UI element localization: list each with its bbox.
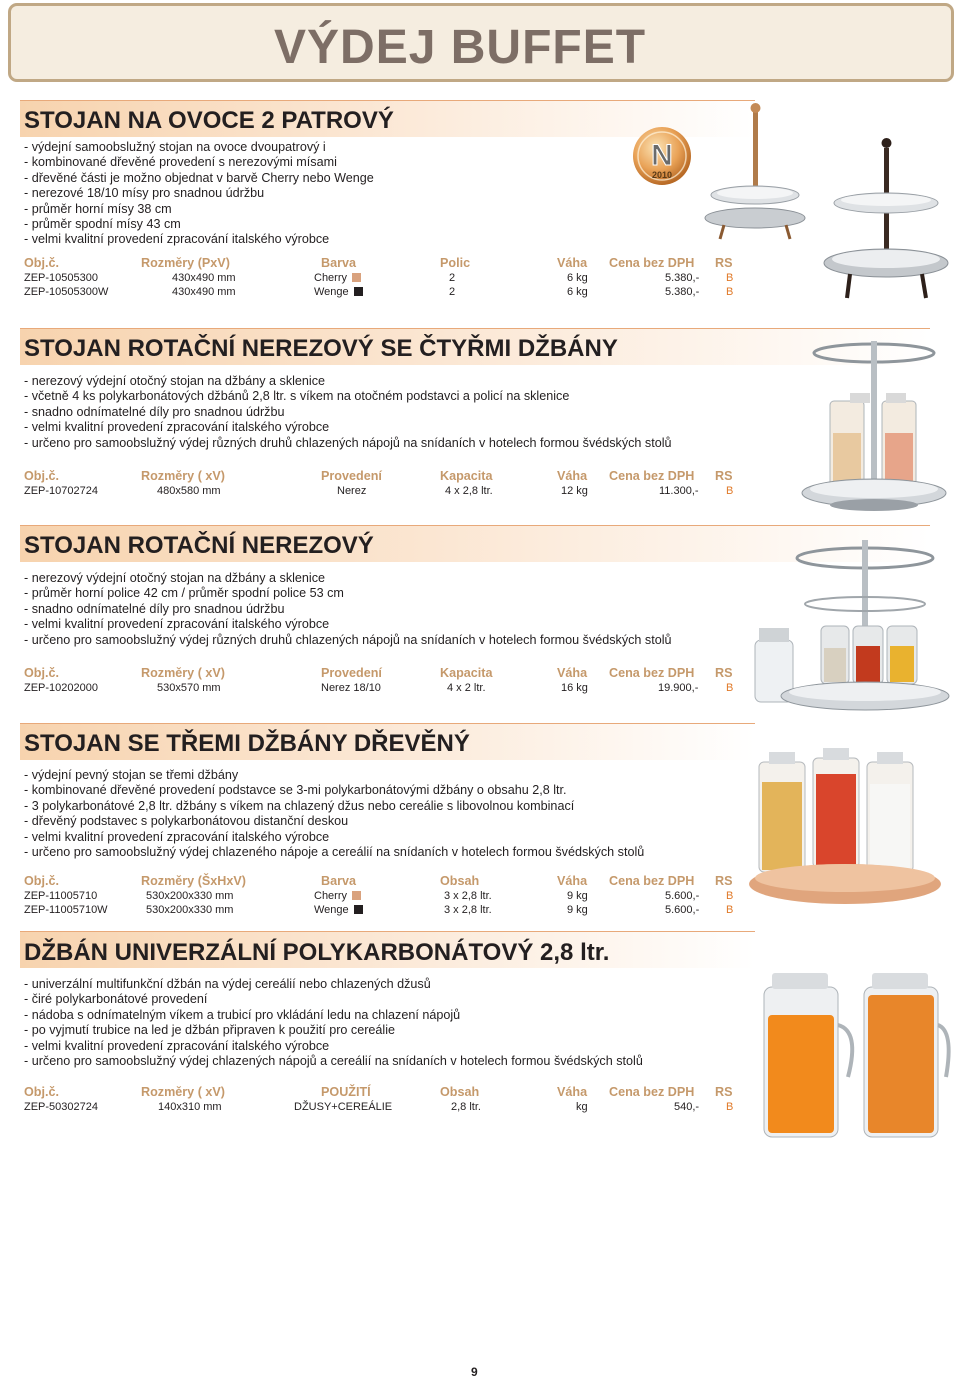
desc-line: - výdejní pevný stojan se třemi džbány xyxy=(24,768,239,782)
desc-line: - kombinované dřevěné provedení podstavce se 3-mi polykarbonátovými džbány o obsahu 2,8 ltr. xyxy=(24,783,567,798)
col-header-weight: Váha xyxy=(557,256,588,270)
cherry-swatch-icon xyxy=(352,273,361,282)
cell-dimensions: 430x490 mm xyxy=(172,286,236,298)
section-description xyxy=(24,374,672,451)
desc-line: - dřevěný podstavec s polykarbonátovou distanční deskou xyxy=(24,814,349,829)
desc-line: - 3 polykarbonátové 2,8 ltr. džbány s víkem na chlazený džus nebo cereálie s libovolnou kombinací xyxy=(24,798,575,813)
col-header-dimensions: Rozměry ( xV) xyxy=(141,469,225,483)
cell-dimensions: 530x200x330 mm xyxy=(146,904,234,916)
cell-volume: 2,8 ltr. xyxy=(451,1101,481,1113)
color-label: Cherry xyxy=(314,890,348,902)
desc-line: - určeno pro samoobslužný výdej chlazených nápojů a cereálií na snídaních v hotelech formou švédských stolů xyxy=(24,1054,643,1069)
cell-shelves: 2 xyxy=(449,272,456,284)
col-header-weight: Váha xyxy=(557,666,588,680)
badge-letter: N xyxy=(651,139,673,172)
cell-rs: B xyxy=(726,682,734,694)
cell-rs: B xyxy=(726,485,734,497)
col-header-weight: Váha xyxy=(557,469,588,483)
desc-line: - velmi kvalitní provedení zpracování italského výrobce xyxy=(24,1038,330,1053)
page-number: 9 xyxy=(471,1365,478,1379)
cell-color xyxy=(314,272,361,284)
color-label: Wenge xyxy=(314,904,349,916)
cell-usage: DŽUSY+CEREÁLIE xyxy=(294,1101,393,1113)
cell-weight: kg xyxy=(576,1101,588,1113)
section-description xyxy=(24,140,374,248)
cell-dimensions: 430x490 mm xyxy=(172,272,236,284)
cell-weight: 9 kg xyxy=(567,904,588,916)
desc-line: - snadno odnímatelné díly pro snadnou údržbu xyxy=(24,601,285,616)
section-title: STOJAN ROTAČNÍ NEREZOVÝ xyxy=(24,532,374,559)
cell-price: 540,- xyxy=(674,1101,700,1113)
cell-dimensions: 140x310 mm xyxy=(158,1101,222,1113)
cell-finish: Nerez xyxy=(337,485,367,497)
page-title: VÝDEJ BUFFET xyxy=(274,21,647,74)
cell-code: ZEP-10505300 xyxy=(24,272,98,284)
section-title: STOJAN ROTAČNÍ NEREZOVÝ SE ČTYŘMI DŽBÁNY xyxy=(24,335,618,362)
desc-line: - nádoba s odnímatelným víkem a trubicí pro vkládání ledu na chlazení nápojů xyxy=(24,1007,461,1022)
badge-year: 2010 xyxy=(651,170,673,180)
desc-line: - nerezový výdejní otočný stojan na džbány a sklenice xyxy=(24,571,326,585)
col-header-capacity: Kapacita xyxy=(440,666,493,680)
section-title: DŽBÁN UNIVERZÁLNÍ POLYKARBONÁTOVÝ 2,8 ltr. xyxy=(24,939,610,966)
desc-line: - nerezový výdejní otočný stojan na džbány a sklenice xyxy=(24,374,326,388)
col-header-finish: Provedení xyxy=(321,469,382,483)
desc-line: - snadno odnímatelné díly pro snadnou údržbu xyxy=(24,404,285,419)
cell-finish: Nerez 18/10 xyxy=(321,682,381,694)
cell-weight: 6 kg xyxy=(567,286,588,298)
cell-rs: B xyxy=(726,904,734,916)
desc-line: - velmi kvalitní provedení zpracování italského výrobce xyxy=(24,617,330,632)
desc-line: - čiré polykarbonátové provedení xyxy=(24,992,208,1007)
cell-dimensions: 480x580 mm xyxy=(157,485,221,497)
cell-weight: 16 kg xyxy=(561,682,588,694)
cherry-swatch-icon xyxy=(352,891,361,900)
cell-code: ZEP-50302724 xyxy=(24,1101,98,1113)
col-header-shelves: Polic xyxy=(440,256,471,270)
cell-rs: B xyxy=(726,272,734,284)
desc-line: - po vyjmutí trubice na led je džbán připraven k použití pro cereálie xyxy=(24,1023,396,1038)
col-header-dimensions: Rozměry ( xV) xyxy=(141,1085,225,1099)
cell-price: 11.300,- xyxy=(659,485,699,497)
col-header-rs: RS xyxy=(715,1085,733,1099)
section-description xyxy=(24,977,643,1069)
cell-shelves: 2 xyxy=(449,286,456,298)
desc-line: - včetně 4 ks polykarbonátových džbánů 2,8 ltr. s víkem na otočném podstavci a policí na sklenice xyxy=(24,389,570,404)
col-header-rs: RS xyxy=(715,874,733,888)
cell-color xyxy=(314,890,361,902)
col-header-weight: Váha xyxy=(557,1085,588,1099)
cell-price: 5.380,- xyxy=(665,272,700,284)
desc-line: - průměr horní police 42 cm / průměr spodní police 53 cm xyxy=(24,586,344,601)
cell-code: ZEP-10702724 xyxy=(24,485,98,497)
col-header-price: Cena bez DPH xyxy=(609,666,695,680)
fruit-stand-image xyxy=(700,92,955,314)
cell-weight: 12 kg xyxy=(561,485,588,497)
rotating-stainless-stand-image xyxy=(745,530,955,720)
cell-dimensions: 530x200x330 mm xyxy=(146,890,234,902)
desc-line: - velmi kvalitní provedení zpracování italského výrobce xyxy=(24,420,330,435)
col-header-price: Cena bez DPH xyxy=(609,1085,695,1099)
cell-dimensions: 530x570 mm xyxy=(157,682,221,694)
desc-line: - určeno pro samoobslužný výdej chlazeného nápoje a cereálií na snídaních v hotelech formou švédských stolů xyxy=(24,845,645,860)
col-header-dimensions: Rozměry (PxV) xyxy=(141,256,230,270)
cell-volume: 3 x 2,8 ltr. xyxy=(444,904,492,916)
col-header-dimensions: Rozměry ( xV) xyxy=(141,666,225,680)
cell-rs: B xyxy=(726,1101,734,1113)
desc-line: - průměr horní mísy 38 cm xyxy=(24,201,172,216)
col-header-price: Cena bez DPH xyxy=(609,256,695,270)
color-label: Wenge xyxy=(314,286,349,298)
cell-rs: B xyxy=(726,890,734,902)
desc-line: - univerzální multifunkční džbán na výdej cereálií nebo chlazených džusů xyxy=(24,977,431,991)
col-header-rs: RS xyxy=(715,256,733,270)
color-label: Cherry xyxy=(314,272,348,284)
cell-color xyxy=(314,286,363,298)
col-header-code: Obj.č. xyxy=(24,1085,59,1099)
desc-line: - nerezové 18/10 mísy pro snadnou údržbu xyxy=(24,186,265,201)
cell-code: ZEP-10505300W xyxy=(24,286,109,298)
cell-code: ZEP-11005710 xyxy=(24,890,98,902)
cell-price: 5.600,- xyxy=(665,904,700,916)
cell-code: ZEP-10202000 xyxy=(24,682,98,694)
col-header-price: Cena bez DPH xyxy=(609,874,695,888)
cell-price: 5.600,- xyxy=(665,890,700,902)
col-header-weight: Váha xyxy=(557,874,588,888)
cell-capacity: 4 x 2,8 ltr. xyxy=(445,485,493,497)
wenge-swatch-icon xyxy=(354,905,363,914)
cell-rs: B xyxy=(726,286,734,298)
desc-line: - dřevěné části je možno objednat v barvě Cherry nebo Wenge xyxy=(24,170,374,185)
polycarbonate-jugs-image xyxy=(752,965,957,1150)
col-header-usage: POUŽITÍ xyxy=(321,1085,371,1099)
col-header-code: Obj.č. xyxy=(24,874,59,888)
col-header-code: Obj.č. xyxy=(24,469,59,483)
cell-volume: 3 x 2,8 ltr. xyxy=(444,890,492,902)
desc-line: - určeno pro samoobslužný výdej různých druhů chlazených nápojů na snídaních v hotelech formou švédských stolů xyxy=(24,435,672,450)
section-title: STOJAN NA OVOCE 2 PATROVÝ xyxy=(24,107,394,134)
col-header-rs: RS xyxy=(715,469,733,483)
cell-price: 5.380,- xyxy=(665,286,700,298)
section-description xyxy=(24,768,644,860)
desc-line: - určeno pro samoobslužný výdej různých druhů chlazených nápojů na snídaních v hotelech formou švédských stolů xyxy=(24,632,672,647)
col-header-volume: Obsah xyxy=(440,1085,480,1099)
desc-line: - velmi kvalitní provedení zpracování italského výrobce xyxy=(24,232,330,247)
rotating-stand-four-jugs-image xyxy=(790,333,955,518)
col-header-color: Barva xyxy=(321,874,357,888)
col-header-price: Cena bez DPH xyxy=(609,469,695,483)
col-header-color: Barva xyxy=(321,256,357,270)
cell-weight: 6 kg xyxy=(567,272,588,284)
col-header-code: Obj.č. xyxy=(24,256,59,270)
cell-capacity: 4 x 2 ltr. xyxy=(447,682,486,694)
novelty-2010-badge-icon xyxy=(632,126,692,186)
col-header-volume: Obsah xyxy=(440,874,480,888)
cell-color xyxy=(314,904,363,916)
desc-line: - velmi kvalitní provedení zpracování italského výrobce xyxy=(24,829,330,844)
cell-code: ZEP-11005710W xyxy=(24,904,108,916)
col-header-rs: RS xyxy=(715,666,733,680)
desc-line: - průměr spodní mísy 43 cm xyxy=(24,217,181,232)
desc-line: - kombinované dřevěné provedení s nerezovými mísami xyxy=(24,155,337,170)
col-header-dimensions: Rozměry (ŠxHxV) xyxy=(141,874,246,888)
col-header-capacity: Kapacita xyxy=(440,469,493,483)
cell-price: 19.900,- xyxy=(658,682,699,694)
col-header-code: Obj.č. xyxy=(24,666,59,680)
three-jug-wooden-stand-image xyxy=(745,748,945,908)
desc-line: - výdejní samoobslužný stojan na ovoce dvoupatrový i xyxy=(24,140,326,154)
section-title: STOJAN SE TŘEMI DŽBÁNY DŘEVĚNÝ xyxy=(24,730,470,757)
cell-weight: 9 kg xyxy=(567,890,588,902)
section-description xyxy=(24,571,672,648)
wenge-swatch-icon xyxy=(354,287,363,296)
col-header-finish: Provedení xyxy=(321,666,382,680)
